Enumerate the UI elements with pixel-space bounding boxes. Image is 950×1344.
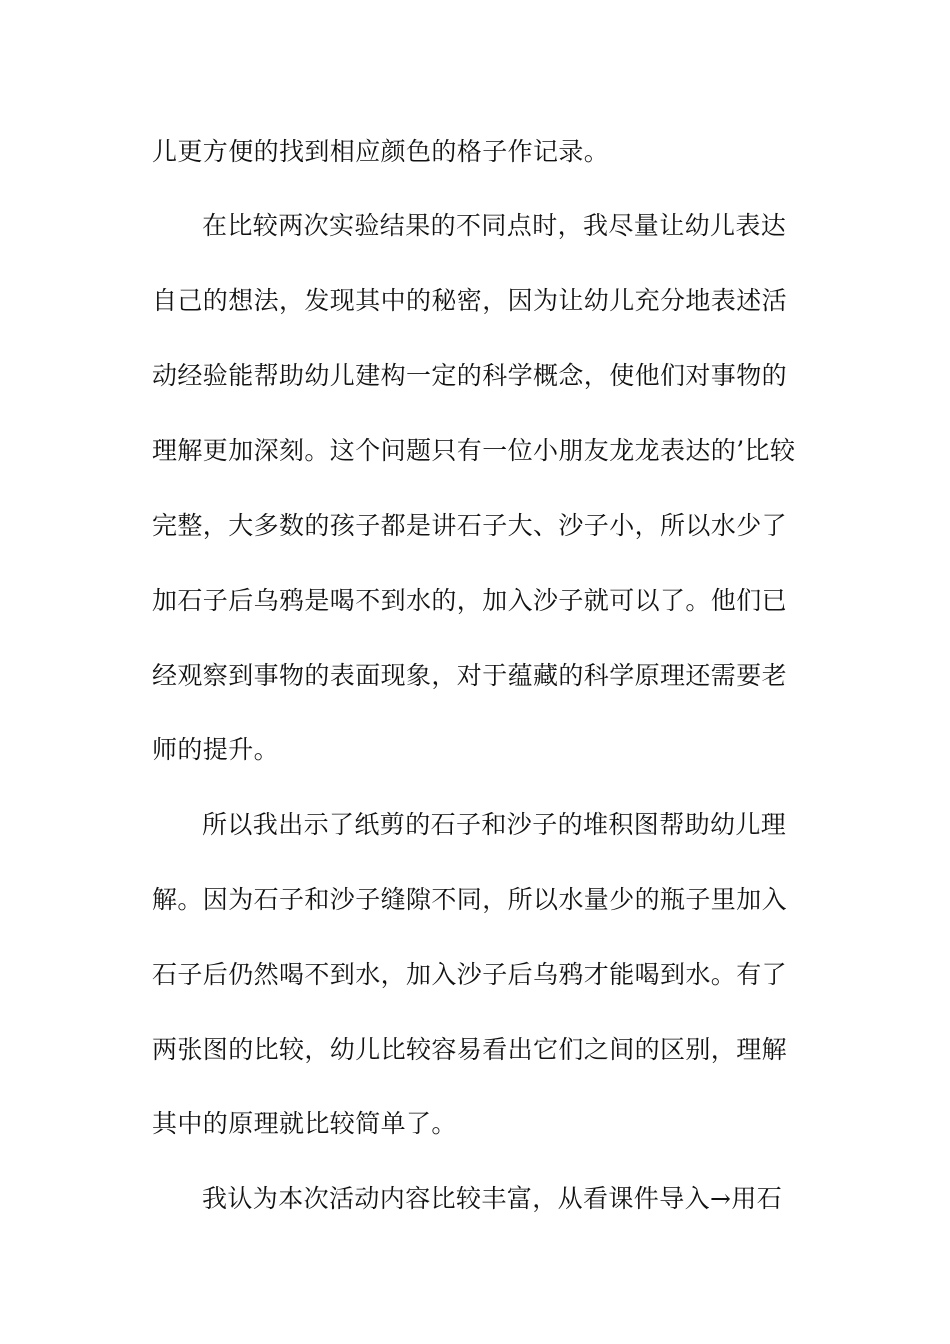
paragraph-start-line: 在比较两次实验结果的不同点时，我尽量让幼儿表达 (202, 211, 787, 240)
text-line: 完整，大多数的孩子都是讲石子大、沙子小，所以水少了 (152, 511, 788, 540)
text-line: 儿更方便的找到相应颜色的格子作记录。 (152, 137, 610, 166)
text-line: 自己的想法，发现其中的秘密，因为让幼儿充分地表述活 (152, 286, 788, 315)
text-line: 经观察到事物的表面现象，对于蕴藏的科学原理还需要老 (152, 661, 788, 690)
text-line: 理解更加深刻。这个问题只有一位小朋友龙龙表达的’比较 (152, 436, 796, 465)
paragraph-start-line: 所以我出示了纸剪的石子和沙子的堆积图帮助幼儿理 (202, 810, 787, 839)
text-line: 加石子后乌鸦是喝不到水的，加入沙子就可以了。他们已 (152, 586, 788, 615)
text-line: 其中的原理就比较简单了。 (152, 1109, 457, 1138)
text-line: 两张图的比较，幼儿比较容易看出它们之间的区别，理解 (152, 1035, 788, 1064)
text-line: 师的提升。 (152, 735, 280, 764)
paragraph-start-line: 我认为本次活动内容比较丰富，从看课件导入→用石 (202, 1184, 783, 1213)
text-line: 解。因为石子和沙子缝隙不同，所以水量少的瓶子里加入 (152, 885, 788, 914)
text-line: 石子后仍然喝不到水，加入沙子后乌鸦才能喝到水。有了 (152, 960, 788, 989)
text-line: 动经验能帮助幼儿建构一定的科学概念，使他们对事物的 (152, 361, 788, 390)
